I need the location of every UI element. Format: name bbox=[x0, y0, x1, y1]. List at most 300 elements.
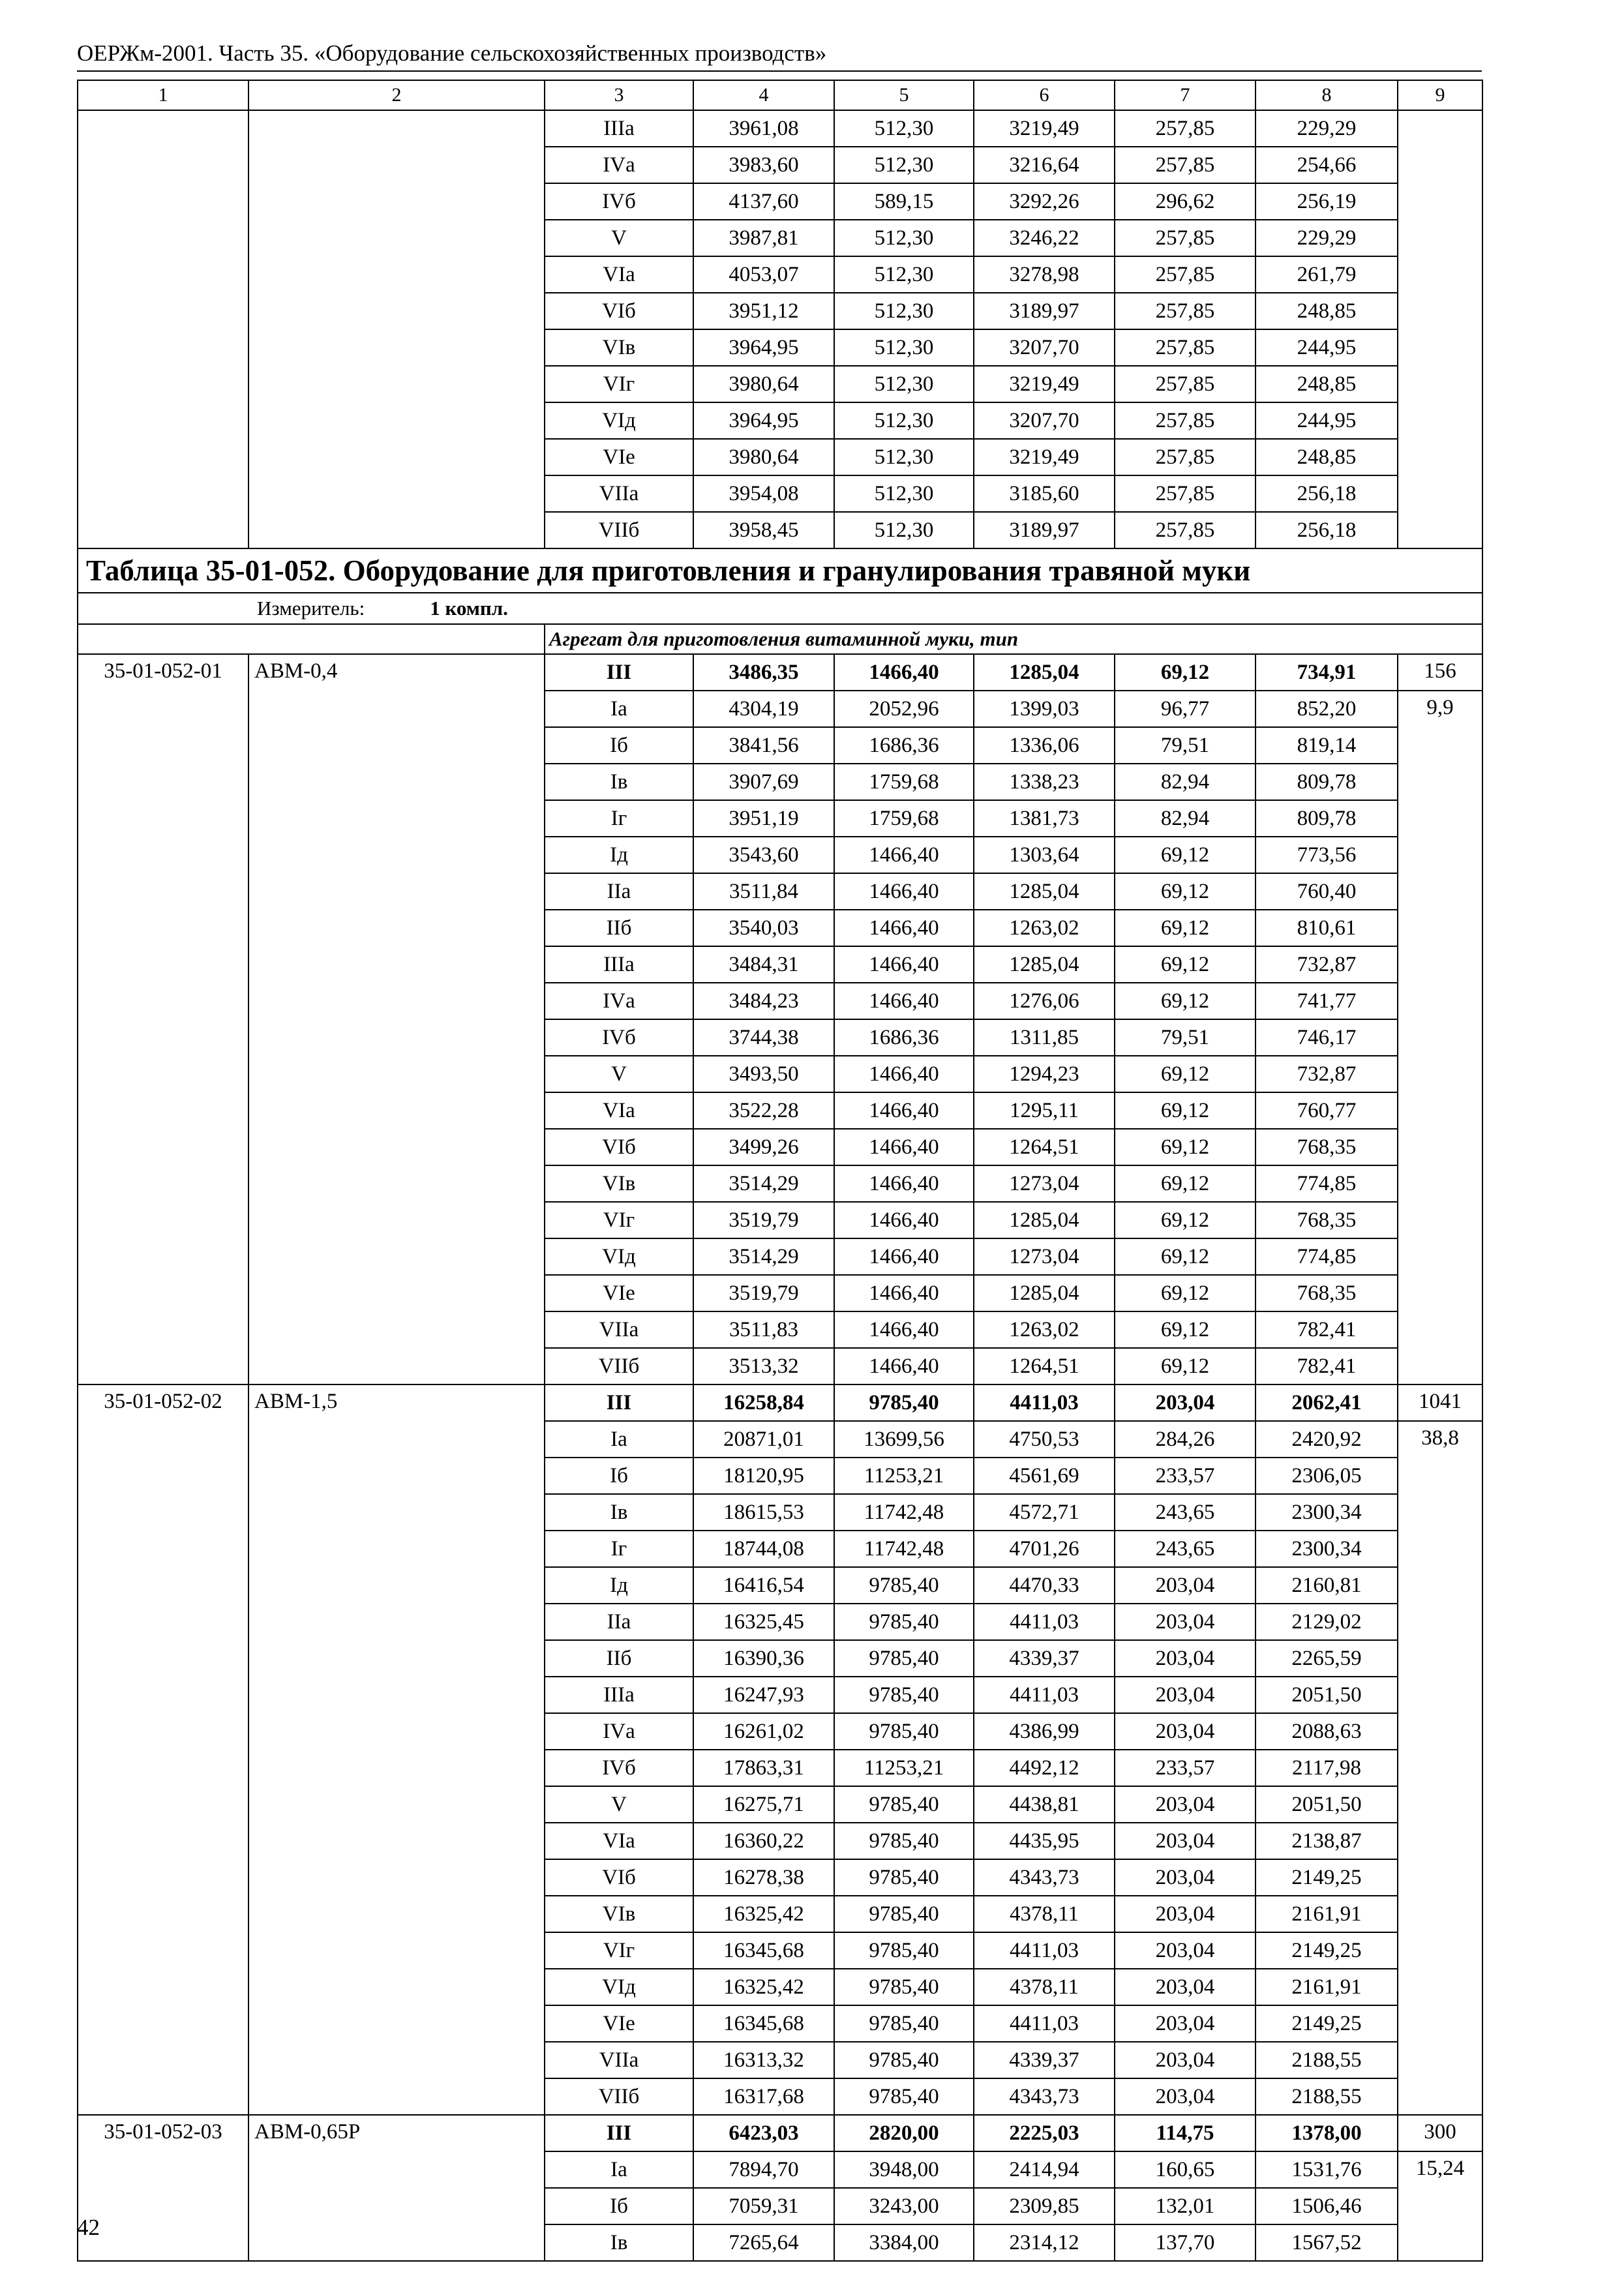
column-numbers-row bbox=[78, 80, 1482, 110]
value-cell: 1285,04 bbox=[974, 946, 1115, 983]
value-cell: 2052,96 bbox=[834, 691, 974, 727]
value-cell: 18120,95 bbox=[693, 1458, 834, 1494]
value-cell: 16345,68 bbox=[693, 2005, 834, 2042]
value-cell: 4304,19 bbox=[693, 691, 834, 727]
value-cell: 512,30 bbox=[834, 110, 974, 147]
extra-cell bbox=[1398, 110, 1482, 548]
value-cell: 3841,56 bbox=[693, 727, 834, 764]
value-cell: 16416,54 bbox=[693, 1567, 834, 1604]
value-cell: 1466,40 bbox=[834, 983, 974, 1019]
table-title: Таблица 35-01-052. Оборудование для приготовления и гранулирования травяной муки bbox=[78, 548, 1482, 593]
value-cell: 257,85 bbox=[1115, 220, 1256, 256]
value-cell: 512,30 bbox=[834, 512, 974, 548]
value-cell: 2309,85 bbox=[974, 2188, 1115, 2224]
value-cell: 2820,00 bbox=[834, 2115, 974, 2151]
value-cell: 4411,03 bbox=[974, 1932, 1115, 1969]
zone-cell: IVа bbox=[545, 983, 693, 1019]
value-cell: 1466,40 bbox=[834, 1275, 974, 1311]
zone-cell: VIг bbox=[545, 1202, 693, 1238]
name-cell bbox=[248, 110, 545, 548]
zone-cell: VIа bbox=[545, 1092, 693, 1129]
zone-cell: III bbox=[545, 1384, 693, 1421]
value-cell: 4561,69 bbox=[974, 1458, 1115, 1494]
column-number: 2 bbox=[248, 80, 545, 110]
zone-cell: Iб bbox=[545, 1458, 693, 1494]
value-cell: 96,77 bbox=[1115, 691, 1256, 727]
value-cell: 3513,32 bbox=[693, 1348, 834, 1384]
value-cell: 2149,25 bbox=[1256, 2005, 1398, 2042]
value-cell: 20871,01 bbox=[693, 1421, 834, 1458]
zone-cell: VIе bbox=[545, 1275, 693, 1311]
zone-cell: IVб bbox=[545, 183, 693, 220]
item-name: АВМ-1,5 bbox=[248, 1384, 545, 2115]
value-cell: 16390,36 bbox=[693, 1640, 834, 1677]
value-cell: 1686,36 bbox=[834, 1019, 974, 1056]
value-cell: 203,04 bbox=[1115, 1640, 1256, 1677]
value-cell: 4470,33 bbox=[974, 1567, 1115, 1604]
value-cell: 16345,68 bbox=[693, 1932, 834, 1969]
value-cell: 4701,26 bbox=[974, 1531, 1115, 1567]
value-cell: 2149,25 bbox=[1256, 1932, 1398, 1969]
value-cell: 3511,83 bbox=[693, 1311, 834, 1348]
value-cell: 768,35 bbox=[1256, 1202, 1398, 1238]
value-cell: 3543,60 bbox=[693, 837, 834, 873]
value-cell: 3219,49 bbox=[974, 439, 1115, 475]
value-cell: 1466,40 bbox=[834, 1129, 974, 1165]
value-cell: 69,12 bbox=[1115, 1202, 1256, 1238]
value-cell: 1686,36 bbox=[834, 727, 974, 764]
zone-cell: Iд bbox=[545, 837, 693, 873]
value-cell: 512,30 bbox=[834, 329, 974, 366]
value-cell: 257,85 bbox=[1115, 475, 1256, 512]
value-cell: 16325,42 bbox=[693, 1896, 834, 1932]
value-cell: 732,87 bbox=[1256, 946, 1398, 983]
value-cell: 3951,19 bbox=[693, 800, 834, 837]
zone-cell: VIб bbox=[545, 293, 693, 329]
value-cell: 4343,73 bbox=[974, 1859, 1115, 1896]
value-cell: 203,04 bbox=[1115, 1896, 1256, 1932]
value-cell: 4411,03 bbox=[974, 1384, 1115, 1421]
value-cell: 9785,40 bbox=[834, 2042, 974, 2078]
value-cell: 9785,40 bbox=[834, 2005, 974, 2042]
value-cell: 4411,03 bbox=[974, 2005, 1115, 2042]
value-cell: 1285,04 bbox=[974, 1275, 1115, 1311]
value-cell: 3292,26 bbox=[974, 183, 1115, 220]
value-cell: 203,04 bbox=[1115, 2078, 1256, 2115]
zone-cell: V bbox=[545, 220, 693, 256]
zone-cell: VIг bbox=[545, 366, 693, 402]
zone-cell: IVб bbox=[545, 1750, 693, 1786]
value-cell: 1264,51 bbox=[974, 1348, 1115, 1384]
value-cell: 16317,68 bbox=[693, 2078, 834, 2115]
value-cell: 248,85 bbox=[1256, 439, 1398, 475]
value-cell: 3511,84 bbox=[693, 873, 834, 910]
value-cell: 3954,08 bbox=[693, 475, 834, 512]
zone-cell: VIIб bbox=[545, 1348, 693, 1384]
value-cell: 257,85 bbox=[1115, 329, 1256, 366]
value-cell: 1273,04 bbox=[974, 1165, 1115, 1202]
value-cell: 1294,23 bbox=[974, 1056, 1115, 1092]
value-cell: 4492,12 bbox=[974, 1750, 1115, 1786]
value-cell: 3951,12 bbox=[693, 293, 834, 329]
value-cell: 1285,04 bbox=[974, 1202, 1115, 1238]
value-cell: 1506,46 bbox=[1256, 2188, 1398, 2224]
zone-cell: Iа bbox=[545, 691, 693, 727]
value-cell: 3522,28 bbox=[693, 1092, 834, 1129]
value-cell: 18744,08 bbox=[693, 1531, 834, 1567]
value-cell: 819,14 bbox=[1256, 727, 1398, 764]
table-row bbox=[78, 654, 1482, 691]
value-cell: 1466,40 bbox=[834, 1056, 974, 1092]
value-cell: 1263,02 bbox=[974, 910, 1115, 946]
value-cell: 2051,50 bbox=[1256, 1677, 1398, 1713]
zone-cell: VIг bbox=[545, 1932, 693, 1969]
value-cell: 1466,40 bbox=[834, 1238, 974, 1275]
zone-cell: IIб bbox=[545, 910, 693, 946]
value-cell: 3499,26 bbox=[693, 1129, 834, 1165]
value-cell: 1759,68 bbox=[834, 800, 974, 837]
value-cell: 11742,48 bbox=[834, 1531, 974, 1567]
table-row bbox=[78, 110, 1482, 147]
value-cell: 512,30 bbox=[834, 366, 974, 402]
zone-cell: Iб bbox=[545, 727, 693, 764]
value-cell: 233,57 bbox=[1115, 1750, 1256, 1786]
value-cell: 3948,00 bbox=[834, 2151, 974, 2188]
value-cell: 257,85 bbox=[1115, 366, 1256, 402]
value-cell: 3207,70 bbox=[974, 329, 1115, 366]
value-cell: 2161,91 bbox=[1256, 1896, 1398, 1932]
value-cell: 17863,31 bbox=[693, 1750, 834, 1786]
value-cell: 4339,37 bbox=[974, 2042, 1115, 2078]
zone-cell: VIIа bbox=[545, 2042, 693, 2078]
value-cell: 69,12 bbox=[1115, 910, 1256, 946]
value-cell: 1303,64 bbox=[974, 837, 1115, 873]
value-cell: 3484,31 bbox=[693, 946, 834, 983]
zone-cell: Iг bbox=[545, 800, 693, 837]
table-title-row bbox=[78, 548, 1482, 593]
header-rule bbox=[77, 70, 1482, 72]
value-cell: 2306,05 bbox=[1256, 1458, 1398, 1494]
value-cell: 4411,03 bbox=[974, 1604, 1115, 1640]
zone-cell: III bbox=[545, 654, 693, 691]
value-cell: 2188,55 bbox=[1256, 2042, 1398, 2078]
zone-cell: Iб bbox=[545, 2188, 693, 2224]
value-cell: 3958,45 bbox=[693, 512, 834, 548]
value-cell: 4053,07 bbox=[693, 256, 834, 293]
value-cell: 3983,60 bbox=[693, 147, 834, 183]
zone-cell: Iа bbox=[545, 1421, 693, 1458]
value-cell: 1466,40 bbox=[834, 1092, 974, 1129]
value-cell: 3219,49 bbox=[974, 366, 1115, 402]
value-cell: 9785,40 bbox=[834, 1567, 974, 1604]
value-cell: 114,75 bbox=[1115, 2115, 1256, 2151]
value-cell: 1567,52 bbox=[1256, 2224, 1398, 2261]
code-cell bbox=[78, 110, 248, 548]
value-cell: 3384,00 bbox=[834, 2224, 974, 2261]
value-cell: 203,04 bbox=[1115, 2042, 1256, 2078]
value-cell: 2129,02 bbox=[1256, 1604, 1398, 1640]
value-cell: 257,85 bbox=[1115, 402, 1256, 439]
value-cell: 9785,40 bbox=[834, 1859, 974, 1896]
value-cell: 82,94 bbox=[1115, 764, 1256, 800]
value-cell: 2051,50 bbox=[1256, 1786, 1398, 1823]
value-cell: 203,04 bbox=[1115, 1823, 1256, 1859]
value-cell: 256,18 bbox=[1256, 475, 1398, 512]
value-cell: 203,04 bbox=[1115, 1713, 1256, 1750]
value-cell: 3189,97 bbox=[974, 512, 1115, 548]
value-cell: 810,61 bbox=[1256, 910, 1398, 946]
value-cell: 16275,71 bbox=[693, 1786, 834, 1823]
value-cell: 243,65 bbox=[1115, 1531, 1256, 1567]
meter-value: 1 компл. bbox=[430, 597, 508, 620]
group-title: Агрегат для приготовления витаминной муки, тип bbox=[545, 624, 1482, 654]
value-cell: 3219,49 bbox=[974, 110, 1115, 147]
zone-cell: VIIб bbox=[545, 512, 693, 548]
value-cell: 16325,45 bbox=[693, 1604, 834, 1640]
value-cell: 2188,55 bbox=[1256, 2078, 1398, 2115]
value-cell: 3486,35 bbox=[693, 654, 834, 691]
zone-cell: VIб bbox=[545, 1129, 693, 1165]
zone-cell: V bbox=[545, 1056, 693, 1092]
value-cell: 782,41 bbox=[1256, 1311, 1398, 1348]
value-cell: 257,85 bbox=[1115, 110, 1256, 147]
value-cell: 257,85 bbox=[1115, 256, 1256, 293]
value-cell: 2314,12 bbox=[974, 2224, 1115, 2261]
zone-cell: V bbox=[545, 1786, 693, 1823]
column-number: 9 bbox=[1398, 80, 1482, 110]
value-cell: 9785,40 bbox=[834, 1896, 974, 1932]
value-cell: 69,12 bbox=[1115, 1092, 1256, 1129]
value-cell: 257,85 bbox=[1115, 439, 1256, 475]
value-cell: 809,78 bbox=[1256, 764, 1398, 800]
value-cell: 3964,95 bbox=[693, 402, 834, 439]
zone-cell: Iг bbox=[545, 1531, 693, 1567]
value-cell: 4750,53 bbox=[974, 1421, 1115, 1458]
column-number: 6 bbox=[974, 80, 1115, 110]
value-cell: 1466,40 bbox=[834, 837, 974, 873]
value-cell: 203,04 bbox=[1115, 1677, 1256, 1713]
value-cell: 512,30 bbox=[834, 147, 974, 183]
value-cell: 11253,21 bbox=[834, 1750, 974, 1786]
value-cell: 9785,40 bbox=[834, 1604, 974, 1640]
value-cell: 6423,03 bbox=[693, 2115, 834, 2151]
column-number: 7 bbox=[1115, 80, 1256, 110]
value-cell: 732,87 bbox=[1256, 1056, 1398, 1092]
value-cell: 2160,81 bbox=[1256, 1567, 1398, 1604]
value-cell: 3185,60 bbox=[974, 475, 1115, 512]
value-cell: 512,30 bbox=[834, 402, 974, 439]
value-cell: 1273,04 bbox=[974, 1238, 1115, 1275]
item-name: АВМ-0,65Р bbox=[248, 2115, 545, 2261]
meter-cell bbox=[78, 593, 1482, 624]
value-cell: 69,12 bbox=[1115, 1275, 1256, 1311]
column-number: 1 bbox=[78, 80, 248, 110]
value-cell: 7265,64 bbox=[693, 2224, 834, 2261]
value-cell: 261,79 bbox=[1256, 256, 1398, 293]
value-cell: 1759,68 bbox=[834, 764, 974, 800]
value-cell: 233,57 bbox=[1115, 1458, 1256, 1494]
value-cell: 3514,29 bbox=[693, 1165, 834, 1202]
value-cell: 768,35 bbox=[1256, 1275, 1398, 1311]
value-cell: 1466,40 bbox=[834, 1348, 974, 1384]
value-cell: 1295,11 bbox=[974, 1092, 1115, 1129]
value-cell: 203,04 bbox=[1115, 1567, 1256, 1604]
value-cell: 4378,11 bbox=[974, 1969, 1115, 2005]
meter-row bbox=[78, 593, 1482, 624]
value-cell: 512,30 bbox=[834, 475, 974, 512]
value-cell: 734,91 bbox=[1256, 654, 1398, 691]
value-cell: 9785,40 bbox=[834, 1969, 974, 2005]
value-cell: 4137,60 bbox=[693, 183, 834, 220]
zone-cell: Iв bbox=[545, 1494, 693, 1531]
value-cell: 69,12 bbox=[1115, 946, 1256, 983]
value-cell: 16278,38 bbox=[693, 1859, 834, 1896]
value-cell: 512,30 bbox=[834, 220, 974, 256]
zone-cell: VIб bbox=[545, 1859, 693, 1896]
value-cell: 132,01 bbox=[1115, 2188, 1256, 2224]
value-cell: 248,85 bbox=[1256, 293, 1398, 329]
zone-cell: IIб bbox=[545, 1640, 693, 1677]
value-cell: 69,12 bbox=[1115, 873, 1256, 910]
value-cell: 1399,03 bbox=[974, 691, 1115, 727]
value-cell: 741,77 bbox=[1256, 983, 1398, 1019]
value-cell: 82,94 bbox=[1115, 800, 1256, 837]
value-cell: 69,12 bbox=[1115, 983, 1256, 1019]
value-cell: 244,95 bbox=[1256, 329, 1398, 366]
value-cell: 512,30 bbox=[834, 293, 974, 329]
value-cell: 244,95 bbox=[1256, 402, 1398, 439]
value-cell: 229,29 bbox=[1256, 110, 1398, 147]
value-cell: 16325,42 bbox=[693, 1969, 834, 2005]
value-cell: 11253,21 bbox=[834, 1458, 974, 1494]
value-cell: 3519,79 bbox=[693, 1202, 834, 1238]
value-cell: 2138,87 bbox=[1256, 1823, 1398, 1859]
value-cell: 203,04 bbox=[1115, 1859, 1256, 1896]
zone-cell: III bbox=[545, 2115, 693, 2151]
table-row bbox=[78, 1384, 1482, 1421]
value-cell: 1336,06 bbox=[974, 727, 1115, 764]
zone-cell: VIд bbox=[545, 1969, 693, 2005]
value-cell: 160,65 bbox=[1115, 2151, 1256, 2188]
value-cell: 1378,00 bbox=[1256, 2115, 1398, 2151]
value-cell: 203,04 bbox=[1115, 1786, 1256, 1823]
value-cell: 16360,22 bbox=[693, 1823, 834, 1859]
item-code: 35-01-052-02 bbox=[78, 1384, 248, 2115]
value-cell: 3964,95 bbox=[693, 329, 834, 366]
value-cell: 4435,95 bbox=[974, 1823, 1115, 1859]
value-cell: 2300,34 bbox=[1256, 1494, 1398, 1531]
value-cell: 1531,76 bbox=[1256, 2151, 1398, 2188]
value-cell: 254,66 bbox=[1256, 147, 1398, 183]
value-cell: 203,04 bbox=[1115, 1932, 1256, 1969]
value-cell: 1263,02 bbox=[974, 1311, 1115, 1348]
zone-cell: IIIа bbox=[545, 946, 693, 983]
value-cell: 3216,64 bbox=[974, 147, 1115, 183]
value-cell: 11742,48 bbox=[834, 1494, 974, 1531]
value-cell: 7894,70 bbox=[693, 2151, 834, 2188]
column-number: 8 bbox=[1256, 80, 1398, 110]
value-cell: 9785,40 bbox=[834, 1677, 974, 1713]
value-cell: 3540,03 bbox=[693, 910, 834, 946]
group-spacer-cell bbox=[78, 624, 545, 654]
value-cell: 2265,59 bbox=[1256, 1640, 1398, 1677]
item-extra: 15,24 bbox=[1398, 2151, 1482, 2261]
value-cell: 4438,81 bbox=[974, 1786, 1115, 1823]
value-cell: 203,04 bbox=[1115, 2005, 1256, 2042]
value-cell: 1285,04 bbox=[974, 654, 1115, 691]
value-cell: 2414,94 bbox=[974, 2151, 1115, 2188]
value-cell: 1466,40 bbox=[834, 654, 974, 691]
zone-cell: IVа bbox=[545, 147, 693, 183]
value-cell: 3243,00 bbox=[834, 2188, 974, 2224]
value-cell: 16247,93 bbox=[693, 1677, 834, 1713]
value-cell: 3980,64 bbox=[693, 366, 834, 402]
zone-cell: Iв bbox=[545, 764, 693, 800]
item-code: 35-01-052-03 bbox=[78, 2115, 248, 2261]
value-cell: 773,56 bbox=[1256, 837, 1398, 873]
value-cell: 2062,41 bbox=[1256, 1384, 1398, 1421]
value-cell: 782,41 bbox=[1256, 1348, 1398, 1384]
value-cell: 1276,06 bbox=[974, 983, 1115, 1019]
value-cell: 1466,40 bbox=[834, 873, 974, 910]
zone-cell: IIа bbox=[545, 1604, 693, 1640]
value-cell: 203,04 bbox=[1115, 1604, 1256, 1640]
zone-cell: VIд bbox=[545, 402, 693, 439]
value-cell: 9785,40 bbox=[834, 1823, 974, 1859]
value-cell: 203,04 bbox=[1115, 1969, 1256, 2005]
value-cell: 2300,34 bbox=[1256, 1531, 1398, 1567]
value-cell: 512,30 bbox=[834, 439, 974, 475]
value-cell: 512,30 bbox=[834, 256, 974, 293]
value-cell: 3189,97 bbox=[974, 293, 1115, 329]
value-cell: 3484,23 bbox=[693, 983, 834, 1019]
value-cell: 3987,81 bbox=[693, 220, 834, 256]
zone-cell: Iд bbox=[545, 1567, 693, 1604]
value-cell: 4343,73 bbox=[974, 2078, 1115, 2115]
value-cell: 1466,40 bbox=[834, 946, 974, 983]
page-header: ОЕРЖм-2001. Часть 35. «Оборудование сельскохозяйственных производств» bbox=[77, 40, 827, 66]
item-extra: 1041 bbox=[1398, 1384, 1482, 1421]
item-extra: 9,9 bbox=[1398, 691, 1482, 1384]
zone-cell: IVб bbox=[545, 1019, 693, 1056]
value-cell: 296,62 bbox=[1115, 183, 1256, 220]
value-cell: 1466,40 bbox=[834, 1165, 974, 1202]
value-cell: 774,85 bbox=[1256, 1238, 1398, 1275]
zone-cell: VIв bbox=[545, 1896, 693, 1932]
value-cell: 79,51 bbox=[1115, 1019, 1256, 1056]
value-cell: 137,70 bbox=[1115, 2224, 1256, 2261]
item-extra: 156 bbox=[1398, 654, 1482, 691]
value-cell: 257,85 bbox=[1115, 512, 1256, 548]
zone-cell: IIIа bbox=[545, 110, 693, 147]
value-cell: 69,12 bbox=[1115, 1311, 1256, 1348]
value-cell: 3493,50 bbox=[693, 1056, 834, 1092]
zone-cell: IVа bbox=[545, 1713, 693, 1750]
value-cell: 2149,25 bbox=[1256, 1859, 1398, 1896]
value-cell: 203,04 bbox=[1115, 1384, 1256, 1421]
value-cell: 760,40 bbox=[1256, 873, 1398, 910]
value-cell: 256,18 bbox=[1256, 512, 1398, 548]
value-cell: 1466,40 bbox=[834, 910, 974, 946]
value-cell: 1338,23 bbox=[974, 764, 1115, 800]
value-cell: 69,12 bbox=[1115, 1165, 1256, 1202]
value-cell: 18615,53 bbox=[693, 1494, 834, 1531]
value-cell: 746,17 bbox=[1256, 1019, 1398, 1056]
value-cell: 3278,98 bbox=[974, 256, 1115, 293]
value-cell: 69,12 bbox=[1115, 1056, 1256, 1092]
value-cell: 9785,40 bbox=[834, 2078, 974, 2115]
value-cell: 768,35 bbox=[1256, 1129, 1398, 1165]
